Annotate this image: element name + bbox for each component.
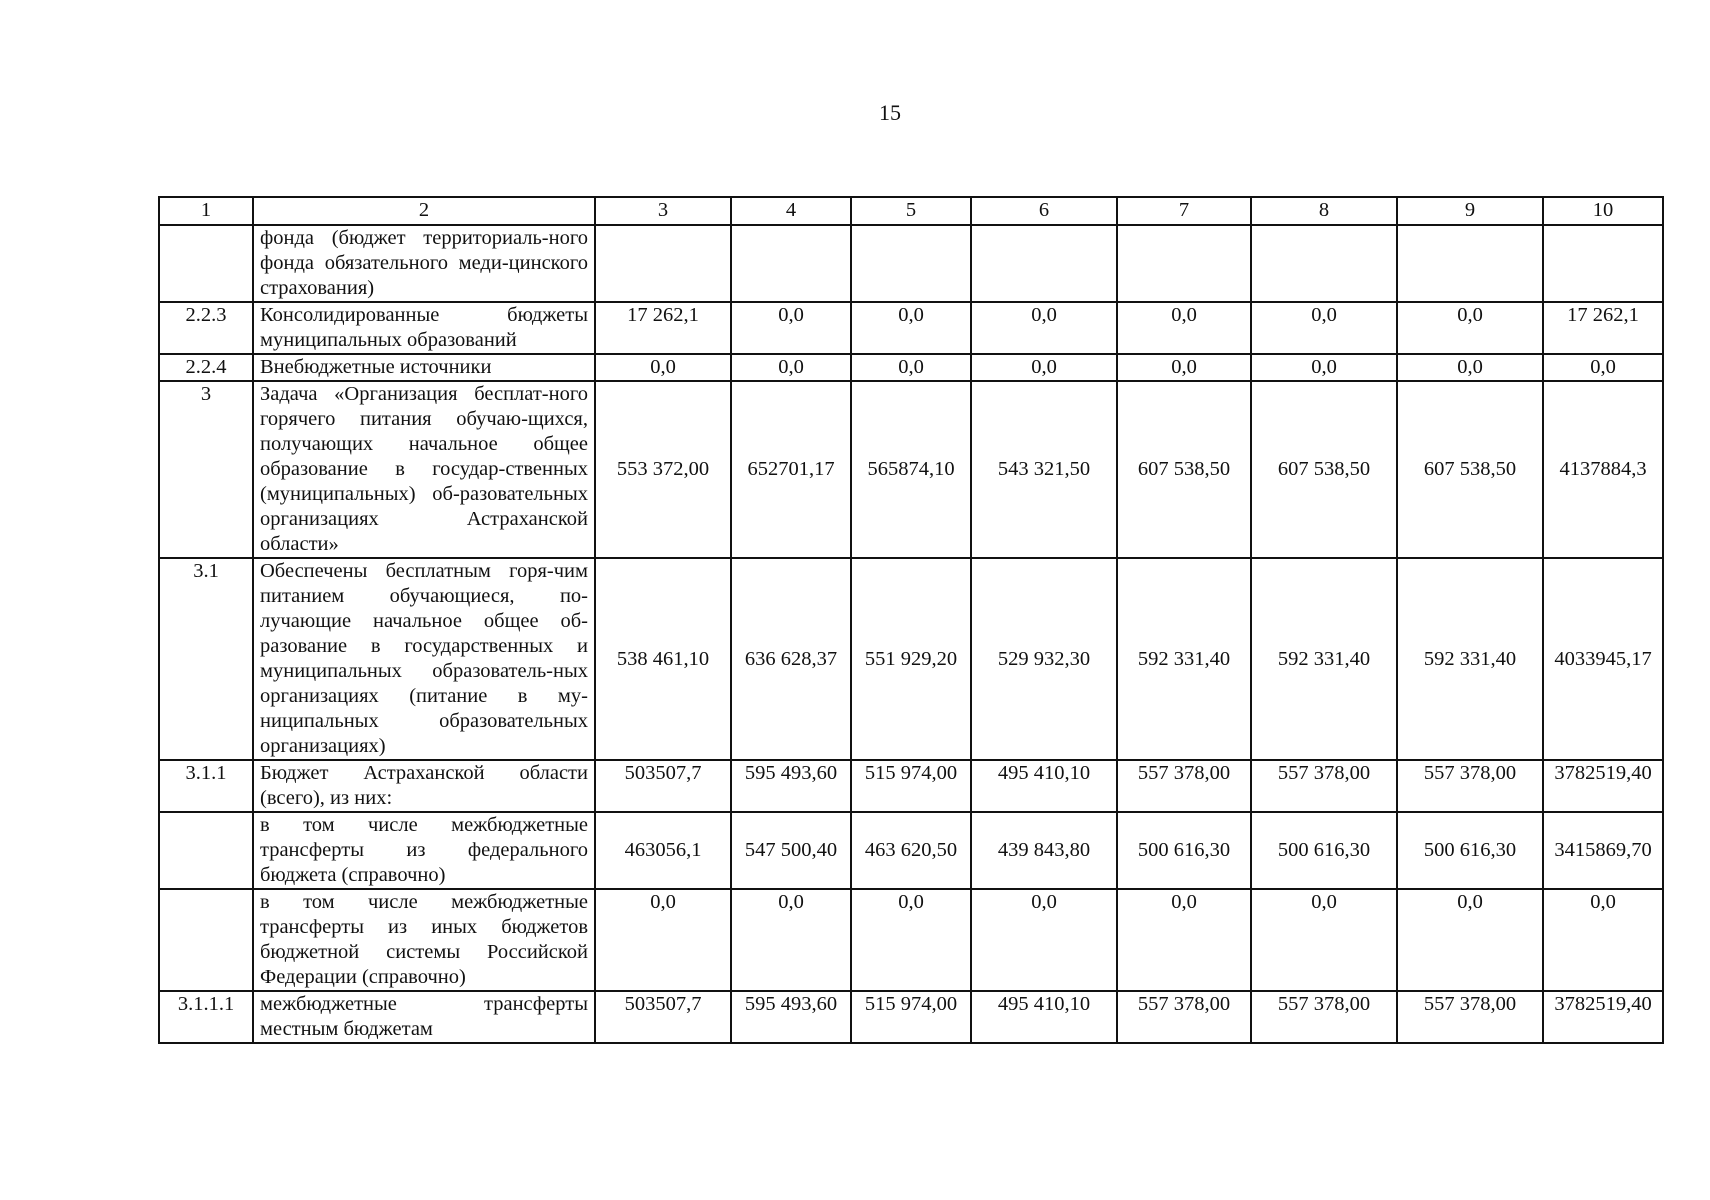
row-description-cell: Внебюджетные источники [253, 354, 595, 381]
value-cell: 495 410,10 [971, 991, 1117, 1043]
value-cell: 607 538,50 [1251, 381, 1397, 558]
table-row [159, 991, 1663, 1043]
value-cell: 463056,1 [595, 812, 731, 889]
value-cell: 0,0 [731, 354, 851, 381]
value-cell: 3782519,40 [1543, 760, 1663, 812]
value-cell: 0,0 [1251, 302, 1397, 354]
row-number-cell: 3.1 [159, 558, 253, 760]
value-cell: 592 331,40 [1251, 558, 1397, 760]
value-cell: 0,0 [971, 354, 1117, 381]
value-cell: 463 620,50 [851, 812, 971, 889]
value-cell: 0,0 [731, 302, 851, 354]
table-row [159, 381, 1663, 558]
row-number-cell [159, 225, 253, 302]
value-cell: 17 262,1 [595, 302, 731, 354]
value-cell: 0,0 [851, 302, 971, 354]
budget-table [158, 196, 1664, 1044]
table-row [159, 760, 1663, 812]
row-description-cell: Бюджет Астраханской области (всего), из них: [253, 760, 595, 812]
row-number-cell: 2.2.4 [159, 354, 253, 381]
row-number-cell: 2.2.3 [159, 302, 253, 354]
value-cell: 557 378,00 [1117, 991, 1251, 1043]
value-cell [1397, 225, 1543, 302]
value-cell [1117, 225, 1251, 302]
value-cell: 557 378,00 [1397, 760, 1543, 812]
page-number: 15 [879, 100, 901, 125]
value-cell: 557 378,00 [1251, 991, 1397, 1043]
value-cell: 500 616,30 [1251, 812, 1397, 889]
value-cell: 557 378,00 [1117, 760, 1251, 812]
row-description-cell: в том числе межбюджетные трансферты из иных бюджетов бюджетной системы Российской Федерации (справочно) [253, 889, 595, 991]
value-cell: 595 493,60 [731, 760, 851, 812]
table-body [159, 225, 1663, 1043]
column-header: 6 [971, 197, 1117, 225]
table-row [159, 302, 1663, 354]
value-cell [1543, 225, 1663, 302]
value-cell: 495 410,10 [971, 760, 1117, 812]
value-cell: 3782519,40 [1543, 991, 1663, 1043]
row-number-cell: 3 [159, 381, 253, 558]
value-cell: 515 974,00 [851, 991, 971, 1043]
column-header: 9 [1397, 197, 1543, 225]
row-number-cell [159, 889, 253, 991]
value-cell: 0,0 [1251, 354, 1397, 381]
table-row [159, 354, 1663, 381]
value-cell: 0,0 [1251, 889, 1397, 991]
value-cell: 0,0 [1397, 302, 1543, 354]
column-header: 5 [851, 197, 971, 225]
row-number-cell [159, 812, 253, 889]
value-cell: 0,0 [1117, 889, 1251, 991]
value-cell [1251, 225, 1397, 302]
value-cell: 529 932,30 [971, 558, 1117, 760]
column-header: 10 [1543, 197, 1663, 225]
value-cell [731, 225, 851, 302]
value-cell: 0,0 [1117, 354, 1251, 381]
row-description-cell: Задача «Организация бесплат-ного горячего питания обучаю-щихся, получающих начальное общее образование в государ-ственных (муниципальных) об-разовательных организациях Астраханской области» [253, 381, 595, 558]
value-cell: 503507,7 [595, 760, 731, 812]
table-row [159, 889, 1663, 991]
row-description-cell: Консолидированные бюджеты муниципальных образований [253, 302, 595, 354]
value-cell: 0,0 [1543, 354, 1663, 381]
value-cell: 557 378,00 [1397, 991, 1543, 1043]
row-description-cell: в том числе межбюджетные трансферты из федерального бюджета (справочно) [253, 812, 595, 889]
value-cell: 592 331,40 [1397, 558, 1543, 760]
value-cell: 636 628,37 [731, 558, 851, 760]
value-cell [595, 225, 731, 302]
value-cell: 0,0 [1397, 889, 1543, 991]
column-header: 4 [731, 197, 851, 225]
value-cell: 4033945,17 [1543, 558, 1663, 760]
value-cell: 500 616,30 [1397, 812, 1543, 889]
budget-table-container [158, 196, 1662, 1044]
value-cell: 503507,7 [595, 991, 731, 1043]
table-row [159, 812, 1663, 889]
row-description-cell: фонда (бюджет территориаль-ного фонда обязательного меди-цинского страхования) [253, 225, 595, 302]
value-cell: 551 929,20 [851, 558, 971, 760]
value-cell: 547 500,40 [731, 812, 851, 889]
value-cell: 565874,10 [851, 381, 971, 558]
row-description-cell: межбюджетные трансферты местным бюджетам [253, 991, 595, 1043]
value-cell: 0,0 [971, 889, 1117, 991]
value-cell: 4137884,3 [1543, 381, 1663, 558]
value-cell [851, 225, 971, 302]
value-cell: 0,0 [1117, 302, 1251, 354]
column-header: 7 [1117, 197, 1251, 225]
value-cell [971, 225, 1117, 302]
value-cell: 515 974,00 [851, 760, 971, 812]
value-cell: 439 843,80 [971, 812, 1117, 889]
column-number-header-row [159, 197, 1663, 225]
value-cell: 607 538,50 [1397, 381, 1543, 558]
value-cell: 595 493,60 [731, 991, 851, 1043]
value-cell: 557 378,00 [1251, 760, 1397, 812]
row-description-cell: Обеспечены бесплатным горя-чим питанием обучающиеся, по-лучающие начальное общее об-разование в государственных и муниципальных образователь-ных организациях (питание в му-ниципальных образовательных организациях) [253, 558, 595, 760]
column-header: 2 [253, 197, 595, 225]
value-cell: 0,0 [731, 889, 851, 991]
value-cell: 0,0 [1543, 889, 1663, 991]
value-cell: 3415869,70 [1543, 812, 1663, 889]
value-cell: 17 262,1 [1543, 302, 1663, 354]
column-header: 8 [1251, 197, 1397, 225]
value-cell: 543 321,50 [971, 381, 1117, 558]
value-cell: 0,0 [595, 354, 731, 381]
value-cell: 607 538,50 [1117, 381, 1251, 558]
value-cell: 538 461,10 [595, 558, 731, 760]
value-cell: 0,0 [851, 889, 971, 991]
column-header: 3 [595, 197, 731, 225]
value-cell: 0,0 [851, 354, 971, 381]
value-cell: 592 331,40 [1117, 558, 1251, 760]
value-cell: 652701,17 [731, 381, 851, 558]
value-cell: 0,0 [1397, 354, 1543, 381]
value-cell: 500 616,30 [1117, 812, 1251, 889]
value-cell: 0,0 [971, 302, 1117, 354]
column-header: 1 [159, 197, 253, 225]
value-cell: 553 372,00 [595, 381, 731, 558]
value-cell: 0,0 [595, 889, 731, 991]
table-row [159, 558, 1663, 760]
row-number-cell: 3.1.1.1 [159, 991, 253, 1043]
row-number-cell: 3.1.1 [159, 760, 253, 812]
table-row [159, 225, 1663, 302]
